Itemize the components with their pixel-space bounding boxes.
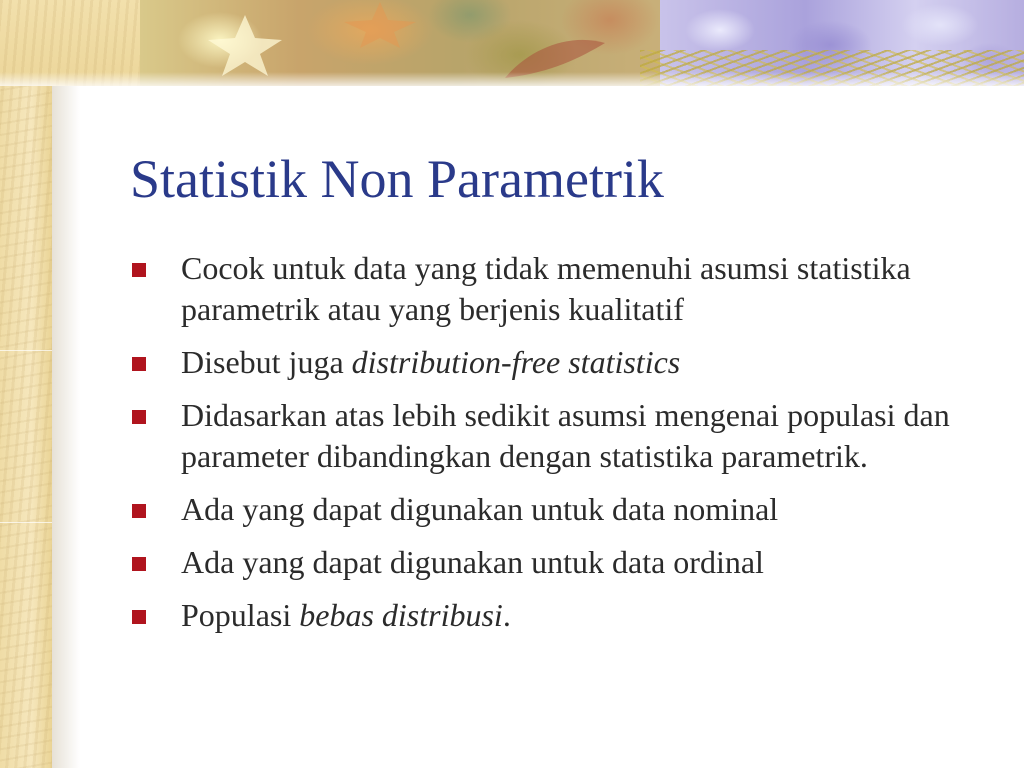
leaf-icon <box>340 0 420 50</box>
bullet-item <box>130 542 990 583</box>
bullet-text: Disebut juga <box>181 344 352 380</box>
bullet-text: Cocok untuk data yang tidak memenuhi asumsi statistika parametrik atau yang berjenis kualitatif <box>181 250 911 327</box>
square-bullet-icon <box>132 557 146 571</box>
sidebar-seam <box>0 350 52 351</box>
slide-title: Statistik Non Parametrik <box>130 149 664 209</box>
bullet-text: Ada yang dapat digunakan untuk data nominal <box>181 491 779 527</box>
parchment-sidebar <box>0 0 52 768</box>
square-bullet-icon <box>132 504 146 518</box>
bullet-item <box>130 342 990 383</box>
banner-fade <box>0 60 1024 86</box>
bullet-text: . <box>502 597 511 633</box>
square-bullet-icon <box>132 357 146 371</box>
slide-edge-shadow <box>52 84 80 768</box>
bullet-item <box>130 595 990 636</box>
bullet-item <box>130 248 990 330</box>
sidebar-seam <box>0 522 52 523</box>
bullet-text: Populasi <box>181 597 300 633</box>
bullet-text: Didasarkan atas lebih sedikit asumsi mengenai populasi dan parameter dibandingkan dengan statistika parametrik. <box>181 397 950 474</box>
bullet-italic-text: distribution-free statistics <box>351 344 681 380</box>
square-bullet-icon <box>132 410 146 424</box>
bullet-italic-text: bebas distribusi <box>299 597 503 633</box>
bullet-text: Ada yang dapat digunakan untuk data ordinal <box>181 544 764 580</box>
bullet-item <box>130 395 990 477</box>
bullet-item <box>130 489 990 530</box>
square-bullet-icon <box>132 263 146 277</box>
decorative-banner <box>0 0 1024 86</box>
square-bullet-icon <box>132 610 146 624</box>
bullet-list <box>130 248 990 648</box>
